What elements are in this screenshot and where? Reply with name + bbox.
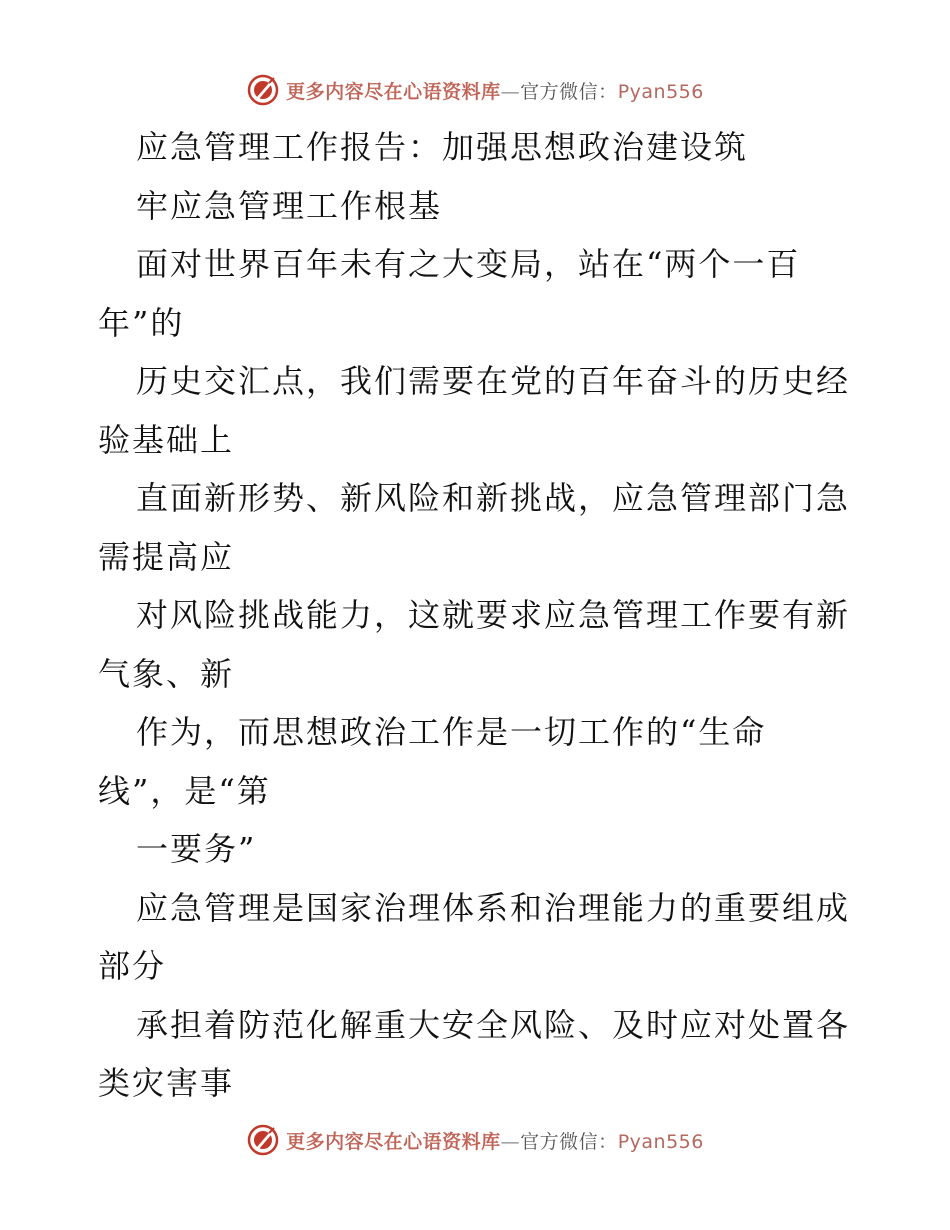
footer-separator: — [500,1130,521,1153]
header-banner [0,70,950,110]
quill-logo-icon [246,1123,280,1157]
header-separator: — [500,80,521,103]
footer-official-text: 官方微信： [520,1130,618,1153]
doc-line: 应急管理是国家治理体系和治理能力的重要组成 [136,888,851,927]
doc-line: 类灾害事 [98,1064,235,1102]
footer-banner [0,1120,950,1160]
doc-line: 历史交汇点，我们需要在党的百年奋斗的历史经 [136,362,851,400]
header-brand-text: 更多内容尽在心语资料库 [286,80,501,103]
footer-brand-text: 更多内容尽在心语资料库 [286,1130,501,1153]
doc-line: 一要务” [136,830,257,868]
doc-line: 直面新形势、新风险和新挑战，应急管理部门急 [136,479,851,517]
doc-title-line-1: 应急管理工作报告：加强思想政治建设筑 [136,128,749,166]
footer-wechat-id: Pyan556 [617,1130,704,1153]
doc-line: 作为，而思想政治工作是一切工作的“生命 [136,713,767,751]
header-banner-text [286,77,704,104]
doc-line: 部分 [98,947,167,985]
doc-line: 验基础上 [98,420,235,459]
doc-line: 需提高应 [98,537,235,576]
footer-banner-text [286,1127,704,1154]
quill-logo-icon [246,73,280,107]
doc-line: 对风险挑战能力，这就要求应急管理工作要有新 [136,596,851,634]
doc-line: 线”，是“第 [98,771,271,810]
doc-line: 面对世界百年未有之大变局，站在“两个一百 [136,245,801,283]
document-body [98,118,858,1113]
doc-line: 年”的 [98,303,185,342]
doc-line: 承担着防范化解重大安全风险、及时应对处置各 [136,1005,851,1044]
doc-title-line-2: 牢应急管理工作根基 [136,186,443,225]
doc-line: 气象、新 [98,654,235,693]
header-wechat-id: Pyan556 [617,80,704,103]
header-official-text: 官方微信： [520,80,618,103]
